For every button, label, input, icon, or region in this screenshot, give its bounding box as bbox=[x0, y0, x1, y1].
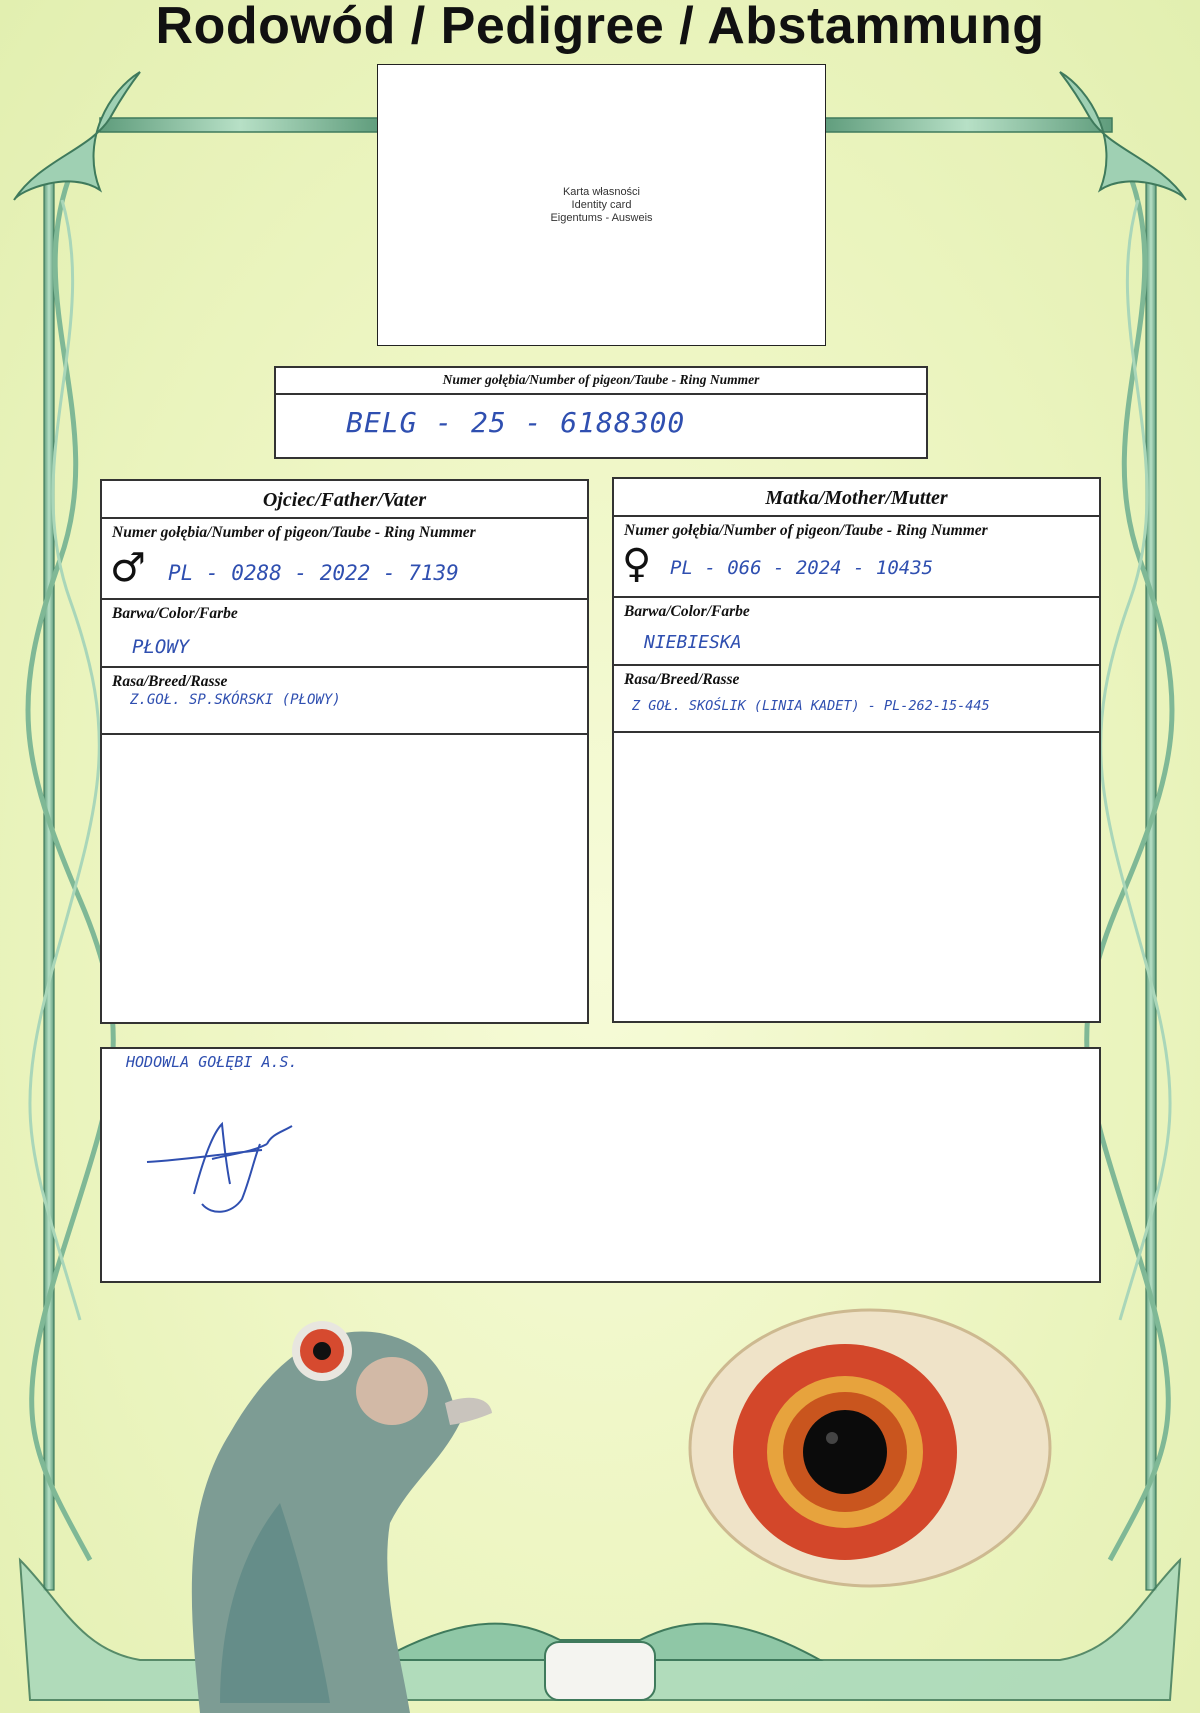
father-color-row bbox=[102, 600, 587, 668]
mother-heading: Matka/Mother/Mutter bbox=[614, 479, 1099, 517]
mother-number-row bbox=[614, 517, 1099, 598]
mother-breed-row bbox=[614, 666, 1099, 733]
father-section bbox=[100, 479, 589, 1024]
father-number-label: Numer gołębia/Number of pigeon/Taube - Ring Nummer bbox=[112, 524, 476, 541]
pigeon-eye-image bbox=[680, 1300, 1060, 1590]
pigeon-head-image bbox=[160, 1283, 500, 1713]
mother-color-value: NIEBIESKA bbox=[644, 632, 742, 653]
pigeon-number-label: Numer gołębia/Number of pigeon/Taube - Ring Nummer bbox=[442, 372, 760, 387]
mother-ring-number: PL - 066 - 2024 - 10435 bbox=[670, 557, 934, 579]
pigeon-number-box bbox=[274, 366, 928, 459]
mother-color-label: Barwa/Color/Farbe bbox=[624, 603, 750, 620]
mother-number-label: Numer gołębia/Number of pigeon/Taube - Ring Nummer bbox=[624, 522, 988, 539]
father-color-label: Barwa/Color/Farbe bbox=[112, 605, 238, 622]
mother-breed-value: Z GOŁ. SKOŚLIK (LINIA KADET) - PL-262-15-445 bbox=[632, 698, 990, 714]
page-title: Rodowód / Pedigree / Abstammung bbox=[155, 0, 1045, 55]
male-symbol-icon: ♂ bbox=[110, 545, 146, 591]
female-symbol-icon: ♀ bbox=[622, 541, 652, 587]
identity-card-box bbox=[377, 64, 826, 346]
identity-card-label-en: Identity card bbox=[571, 198, 632, 211]
father-ring-number: PL - 0288 - 2022 - 7139 bbox=[168, 561, 459, 585]
breeder-note: HODOWLA GOŁĘBI A.S. bbox=[126, 1053, 298, 1071]
father-number-row bbox=[102, 519, 587, 600]
mother-color-row bbox=[614, 598, 1099, 666]
identity-card-label-pl: Karta własności bbox=[562, 185, 641, 198]
pigeon-ring-number: BELG - 25 - 6188300 bbox=[346, 406, 686, 439]
father-breed-row bbox=[102, 668, 587, 735]
father-heading: Ojciec/Father/Vater bbox=[102, 481, 587, 519]
breeder-notes-box bbox=[100, 1047, 1101, 1283]
father-breed-value: Z.GOŁ. SP.SKÓRSKI (PŁOWY) bbox=[130, 692, 341, 708]
breeder-signature bbox=[142, 1104, 322, 1214]
mother-breed-label: Rasa/Breed/Rasse bbox=[624, 671, 740, 688]
mother-section bbox=[612, 477, 1101, 1023]
father-color-value: PŁOWY bbox=[132, 636, 190, 658]
identity-card-label-de: Eigentums - Ausweis bbox=[550, 211, 653, 224]
father-breed-label: Rasa/Breed/Rasse bbox=[112, 673, 228, 690]
